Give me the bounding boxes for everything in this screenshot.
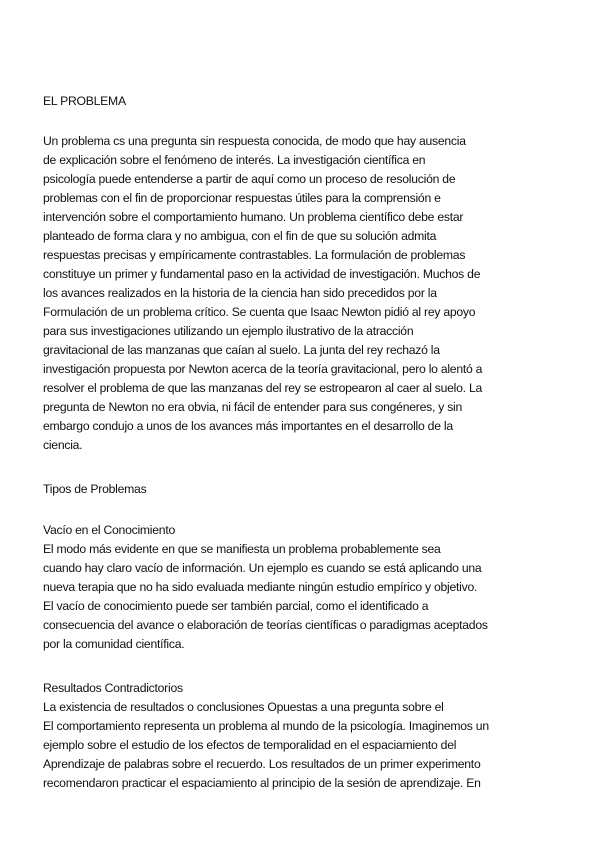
paragraph-line: gravitacional de las manzanas que caían al suelo. La junta del rey rechazó la (43, 343, 440, 357)
page-title: EL PROBLEMA (43, 94, 126, 108)
paragraph-line: El modo más evidente en que se manifiesta un problema probablemente sea (43, 542, 441, 556)
paragraph-line: los avances realizados en la historia de la ciencia han sido precedidos por la (43, 286, 437, 300)
paragraph-line: planteado de forma clara y no ambigua, con el fin de que su solución admita (43, 229, 437, 243)
paragraph-line: Aprendizaje de palabras sobre el recuerdo. Los resultados de un primer experimento (43, 757, 481, 771)
paragraph-line: El vacío de conocimiento puede ser también parcial, como el identificado a (43, 599, 429, 613)
paragraph-line: resolver el problema de que las manzanas del rey se estropearon al caer al suelo. La (43, 381, 483, 395)
paragraph-line: constituye un primer y fundamental paso en la actividad de investigación. Muchos de (43, 267, 481, 281)
paragraph-line: respuestas precisas y empíricamente contrastables. La formulación de problemas (43, 248, 466, 262)
paragraph-line: Formulación de un problema crítico. Se cuenta que Isaac Newton pidió al rey apoyo (43, 305, 476, 319)
subsection-heading: Vacío en el Conocimiento (43, 523, 175, 537)
paragraph-line: cuando hay claro vacío de información. Un ejemplo es cuando se está aplicando una (43, 561, 482, 575)
paragraph-line: pregunta de Newton no era obvia, ni fácil de entender para sus congéneres, y sin (43, 400, 463, 414)
paragraph-line: de explicación sobre el fenómeno de interés. La investigación científica en (43, 153, 426, 167)
paragraph-line: para sus investigaciones utilizando un ejemplo ilustrativo de la atracción (43, 324, 414, 338)
paragraph-line: problemas con el fin de proporcionar respuestas útiles para la comprensión e (43, 191, 441, 205)
paragraph-line: Un problema cs una pregunta sin respuesta conocida, de modo que hay ausencia (43, 134, 466, 148)
paragraph-line: El comportamiento representa un problema al mundo de la psicología. Imaginemos un (43, 719, 489, 733)
paragraph-line: ejemplo sobre el estudio de los efectos de temporalidad en el espaciamiento del (43, 738, 457, 752)
paragraph-line: investigación propuesta por Newton acerca de la teoría gravitacional, pero lo alentó a (43, 362, 483, 376)
paragraph-line: intervención sobre el comportamiento humano. Un problema científico debe estar (43, 210, 464, 224)
paragraph-line: nueva terapia que no ha sido evaluada mediante ningún estudio empírico y objetivo. (43, 580, 478, 594)
paragraph-line: por la comunidad científica. (43, 637, 185, 651)
paragraph-line: ciencia. (43, 438, 83, 452)
paragraph-line: psicología puede entenderse a partir de aquí como un proceso de resolución de (43, 172, 456, 186)
paragraph-line: recomendaron practicar el espaciamiento al principio de la sesión de aprendizaje. En (43, 776, 481, 790)
section-heading: Tipos de Problemas (43, 482, 147, 496)
paragraph-line: La existencia de resultados o conclusiones Opuestas a una pregunta sobre el (43, 700, 444, 714)
subsection-heading: Resultados Contradictorios (43, 681, 183, 695)
paragraph-line: embargo condujo a unos de los avances más importantes en el desarrollo de la (43, 419, 453, 433)
paragraph-line: consecuencia del avance o elaboración de teorías científicas o paradigmas aceptados (43, 618, 488, 632)
